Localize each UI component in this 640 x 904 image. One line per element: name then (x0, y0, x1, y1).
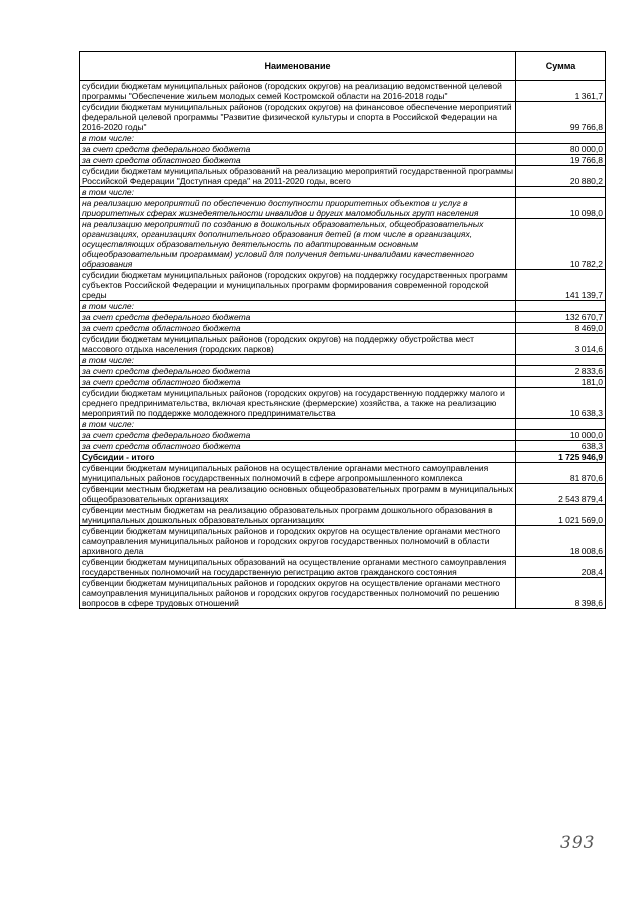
row-name: в том числе: (80, 133, 516, 144)
row-sum: 1 021 569,0 (516, 505, 606, 526)
table-row (80, 312, 606, 323)
row-name: за счет средств областного бюджета (80, 377, 516, 388)
row-sum: 2 543 879,4 (516, 484, 606, 505)
row-sum: 19 766,8 (516, 155, 606, 166)
row-sum: 638,3 (516, 441, 606, 452)
row-sum: 132 670,7 (516, 312, 606, 323)
table-header-row (80, 52, 606, 81)
table-row (80, 355, 606, 366)
row-sum: 81 870,6 (516, 463, 606, 484)
table-row (80, 388, 606, 419)
row-sum: 3 014,6 (516, 334, 606, 355)
row-name: субсидии бюджетам муниципальных районов (городских округов) на государственную поддержку малого и среднего предпринимательства, включая крестьянские (фермерские) хозяйства, а также на реализацию мероприятий по поддержке молодежного предпринимательства (80, 388, 516, 419)
row-sum: 8 398,6 (516, 578, 606, 609)
table-row (80, 102, 606, 133)
header-sum: Сумма (516, 52, 606, 81)
row-sum (516, 419, 606, 430)
table-row (80, 377, 606, 388)
row-name: Субсидии - итого (80, 452, 516, 463)
row-sum: 181,0 (516, 377, 606, 388)
row-sum: 208,4 (516, 557, 606, 578)
row-name: субвенции бюджетам муниципальных образований на осуществление органами местного самоуправления государственных полномочий на государственную регистрацию актов гражданского состояния (80, 557, 516, 578)
row-name: субсидии бюджетам муниципальных районов (городских округов) на финансовое обеспечение мероприятий федеральной целевой программы "Развитие физической культуры и спорта в Российской Федерации на 2016-2020 годы" (80, 102, 516, 133)
table-row (80, 463, 606, 484)
row-sum (516, 301, 606, 312)
row-name: за счет средств областного бюджета (80, 323, 516, 334)
table-row (80, 430, 606, 441)
row-sum: 2 833,6 (516, 366, 606, 377)
row-name: субвенции бюджетам муниципальных районов на осуществление органами местного самоуправления муниципальных районов государственных полномочий в сфере агропромышленного комплекса (80, 463, 516, 484)
row-sum (516, 133, 606, 144)
table-body (80, 81, 606, 609)
table-row (80, 557, 606, 578)
row-sum (516, 355, 606, 366)
table-row (80, 505, 606, 526)
header-name: Наименование (80, 52, 516, 81)
row-name: субвенции местным бюджетам на реализацию основных общеобразовательных программ в муниципальных общеобразовательных организациях (80, 484, 516, 505)
row-sum: 141 139,7 (516, 270, 606, 301)
row-name: субсидии бюджетам муниципальных районов (городских округов) на поддержку государственных программ субъектов Российской Федерации и муниципальных программ формирования современной городской среды (80, 270, 516, 301)
page-number: 393 (560, 833, 596, 853)
row-name: субвенции бюджетам муниципальных районов и городских округов на осуществление органами местного самоуправления муниципальных районов и городских округов государственных полномочий в области архивного дела (80, 526, 516, 557)
table-row (80, 144, 606, 155)
table-row (80, 187, 606, 198)
row-name: за счет средств федерального бюджета (80, 144, 516, 155)
row-sum: 10 638,3 (516, 388, 606, 419)
table-row (80, 301, 606, 312)
row-sum: 80 000,0 (516, 144, 606, 155)
table-row (80, 323, 606, 334)
row-sum: 10 782,2 (516, 219, 606, 270)
table-row (80, 526, 606, 557)
row-sum: 1 725 946,9 (516, 452, 606, 463)
row-sum: 99 766,8 (516, 102, 606, 133)
budget-table (79, 51, 606, 609)
row-name: в том числе: (80, 355, 516, 366)
row-sum (516, 187, 606, 198)
table-row (80, 484, 606, 505)
table-row (80, 419, 606, 430)
table-row (80, 198, 606, 219)
table-row (80, 578, 606, 609)
row-name: за счет средств областного бюджета (80, 441, 516, 452)
table-row (80, 441, 606, 452)
row-name: на реализацию мероприятий по созданию в дошкольных образовательных, общеобразовательных организациях, организациях дополнительного образования детей (в том числе в организациях, осуществляющих образовательную деятельность по адаптированным основным общеобразовательным программам) условий для получения детьми-инвалидами качественного образования (80, 219, 516, 270)
table-row (80, 155, 606, 166)
table-row (80, 81, 606, 102)
table-row (80, 334, 606, 355)
row-sum: 20 880,2 (516, 166, 606, 187)
table-row (80, 366, 606, 377)
row-name: на реализацию мероприятий по обеспечению доступности приоритетных объектов и услуг в приоритетных сферах жизнедеятельности инвалидов и других маломобильных групп населения (80, 198, 516, 219)
row-name: субсидии бюджетам муниципальных районов (городских округов) на поддержку обустройства мест массового отдыха населения (городских парков) (80, 334, 516, 355)
row-name: за счет средств областного бюджета (80, 155, 516, 166)
row-sum: 8 469,0 (516, 323, 606, 334)
row-sum: 1 361,7 (516, 81, 606, 102)
table-row (80, 270, 606, 301)
row-sum: 18 008,6 (516, 526, 606, 557)
table-row (80, 166, 606, 187)
row-name: субсидии бюджетам муниципальных образований на реализацию мероприятий государственной программы Российской Федерации "Доступная среда" на 2011-2020 годы, всего (80, 166, 516, 187)
row-name: субвенции местным бюджетам на реализацию образовательных программ дошкольного образования в муниципальных дошкольных образовательных организациях (80, 505, 516, 526)
row-name: в том числе: (80, 419, 516, 430)
table-row (80, 452, 606, 463)
table-row (80, 219, 606, 270)
table-row (80, 133, 606, 144)
row-name: субвенции бюджетам муниципальных районов и городских округов на осуществление органами местного самоуправления муниципальных районов и городских округов государственных полномочий по решению вопросов в сфере трудовых отношений (80, 578, 516, 609)
row-name: за счет средств федерального бюджета (80, 312, 516, 323)
row-name: субсидии бюджетам муниципальных районов (городских округов) на реализацию ведомственной целевой программы "Обеспечение жильем молодых семей Костромской области на 2016-2018 годы" (80, 81, 516, 102)
row-sum: 10 098,0 (516, 198, 606, 219)
row-name: в том числе: (80, 301, 516, 312)
row-name: в том числе: (80, 187, 516, 198)
row-name: за счет средств федерального бюджета (80, 430, 516, 441)
row-sum: 10 000,0 (516, 430, 606, 441)
row-name: за счет средств федерального бюджета (80, 366, 516, 377)
